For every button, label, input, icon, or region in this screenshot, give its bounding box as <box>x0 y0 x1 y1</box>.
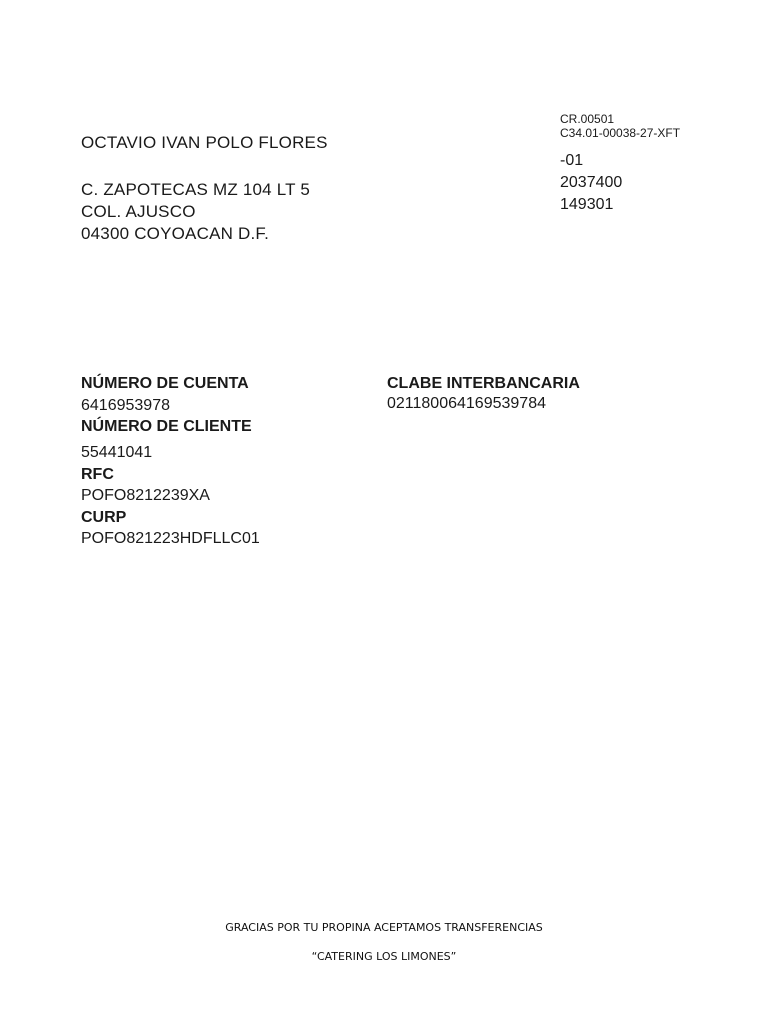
rfc-value: POFO8212239XA <box>81 487 210 504</box>
holder-address <box>81 179 310 245</box>
footer-business-name: “CATERING LOS LIMONES” <box>311 950 457 963</box>
footer-thanks-line <box>0 921 768 934</box>
numero-cuenta-label: NÚMERO DE CUENTA <box>81 375 249 392</box>
holder-name-text: OCTAVIO IVAN POLO FLORES <box>81 133 328 152</box>
clabe-details <box>387 375 580 413</box>
reference-code-cr: CR.00501 <box>560 112 615 126</box>
footer-thanks-text: GRACIAS POR TU PROPINA ACEPTAMOS TRANSFERENCIAS <box>225 921 543 934</box>
reference-number-1: -01 <box>560 152 584 169</box>
numero-cliente-value: 55441041 <box>81 444 153 461</box>
address-city: 04300 COYOACAN D.F. <box>81 224 270 243</box>
rfc-label: RFC <box>81 466 114 483</box>
clabe-label: CLABE INTERBANCARIA <box>387 375 580 392</box>
numero-cliente-label: NÚMERO DE CLIENTE <box>81 418 252 435</box>
clabe-value: 021180064169539784 <box>387 395 546 412</box>
reference-number-3: 149301 <box>560 196 614 213</box>
reference-code-c34: C34.01-00038-27-XFT <box>560 126 681 140</box>
reference-codes <box>560 112 680 140</box>
address-colonia: COL. AJUSCO <box>81 202 196 221</box>
curp-value: POFO821223HDFLLC01 <box>81 530 260 547</box>
footer-business-line <box>0 950 768 963</box>
reference-number-2: 2037400 <box>560 174 623 191</box>
reference-numbers <box>560 150 622 216</box>
account-holder-name <box>81 133 328 153</box>
curp-label: CURP <box>81 509 127 526</box>
numero-cuenta-value: 6416953978 <box>81 397 170 414</box>
address-street: C. ZAPOTECAS MZ 104 LT 5 <box>81 180 311 199</box>
